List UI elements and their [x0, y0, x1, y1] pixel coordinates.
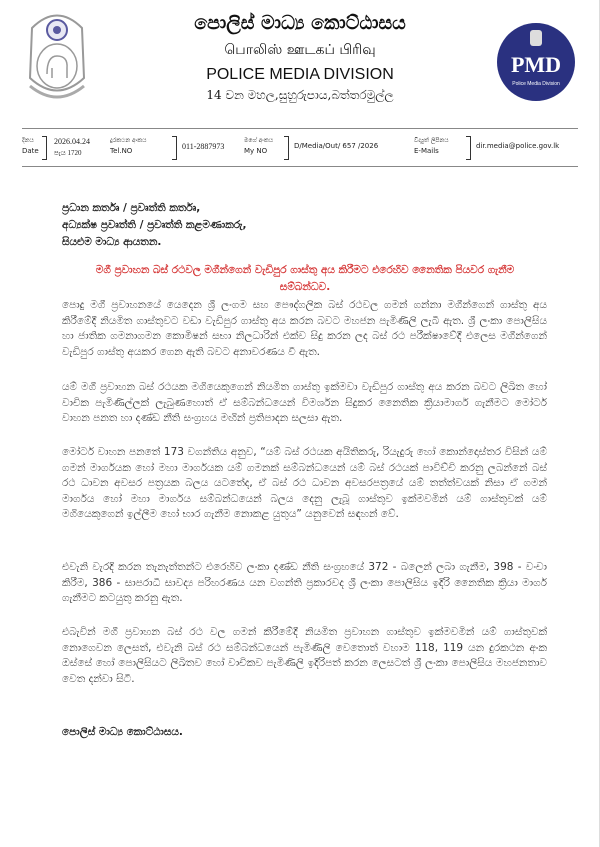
- info-row: [22, 134, 578, 164]
- addressee-line: අධ්‍යක්ෂ ප්‍රවෘත්ති / ප්‍රවෘත්ති කළමණාකරු,: [62, 219, 247, 231]
- svg-text:PMD: PMD: [510, 52, 562, 77]
- division-title-sinhala: පොලිස් මාධ්‍ය කොට්ඨාසය: [194, 12, 406, 34]
- my-no-value: D/Media/Out/ 657 /2026: [294, 142, 379, 150]
- addressee-line: ප්‍රධාන කර්තෘ / ප්‍රවෘත්ති කර්තෘ,: [62, 202, 201, 214]
- division-title-tamil: பொலிஸ் ஊடகப் பிரிவு: [224, 42, 376, 58]
- my-no-label: මගේ අංකය My NO: [244, 137, 274, 155]
- date-label: දිනය Date: [22, 137, 39, 155]
- pmd-logo-icon: [496, 22, 576, 102]
- paragraph-section-173: මෝටර් වාහන පනතේ 173 වගන්තිය අනුව, “යම් බස් රථයක අයිතිකරු, රියැදුරු හෝ කොන්දොස්තර විසින් යම් ගමන් මාර්ගයක හෝ මහා මාර්ගයක යම් ගමනක් සම්බන්ධයෙන් යම් බස් රථයක් පාවිච්චි කරනු ලබන්නේ බස් රථ ධාවන අවසර පත්‍රයක බලය යටතේද, ඒ බස් රථ ධාවන අවසරපත්‍රයේ යම් තත්ත්වයක් නිසා ඒ ගමන් මාර්ගය හෝ මහා මාර්ගය සම්බන්ධයෙන් බලය දෙනු ලැබූ ගාස්තුව ඉක්මවමින් යම් ගාස්තුවක් යම් මගියෙකුගෙන් ඉල්ලීම හෝ භාර ගැනීම නොකළ යුතුය” යනුවෙන් සඳහන් වේ.: [62, 446, 547, 520]
- tel-label: දුරකථන අංකය Tel.NO: [110, 137, 147, 155]
- addressee-block: [62, 200, 547, 251]
- division-address: 14 වන මහල,සුහුරුපාය,බත්තරමුල්ල: [206, 88, 394, 102]
- paragraph-penal-code: එවැනි වැරදි කරන තැනැත්තන්ට එරෙහිව ලංකා දණ්ඩ නීති සංග්‍රහයේ 372 - බලෙන් ලබා ගැනීම, 398 - වංචා කිරීම, 386 - සාපරාධී සාවද්‍ය පරිහරණය යන වගන්ති ප්‍රකාරවද ශ්‍රී ලංකා පොලිසිය ඉදිරි නෛතික ක්‍රියා මාර්ග ගැනීමට කටයුතු කරනු ඇත.: [62, 561, 547, 604]
- addressee-line: සියළුම මාධ්‍ය ආයතන.: [62, 236, 162, 248]
- email-label: විද්‍යුත් ලිපිනය E-Mails: [414, 137, 449, 155]
- email-value: dir.media@police.gov.lk: [476, 142, 560, 150]
- svg-text:Police Media Division: Police Media Division: [512, 81, 560, 87]
- tel-value: 011-2887973: [182, 142, 225, 151]
- division-title-english: POLICE MEDIA DIVISION: [206, 66, 394, 83]
- header-divider-bottom: [22, 166, 578, 167]
- subject-heading: මගී ප්‍රවාහන බස් රථවල මගීන්ගෙන් වැඩිපුර ගාස්තු අය කිරීමට එරෙහිව නෛතික පියවර ගැනීම සම්බන්ධව.: [95, 264, 515, 293]
- signature: පොලිස් මාධ්‍ය කොට්ඨාසය.: [62, 726, 183, 738]
- paragraph-legal-provisions: යම් මගී ප්‍රවාහන බස් රථයක මගියෙකුගෙන් නියමිත ගාස්තු ඉක්මවා වැඩිපුර ගාස්තු අය කරන බවට ලිඛිත හෝ වාචික පැමිණිල්ලක් ලැබුණහොත් ඒ සම්බන්ධයෙන් විමර්ශන සිදුකර නෛතික ක්‍රියාමාර්ග ගැනීමට මෝටර් වාහන පනත හා දණ්ඩ නීති සංග්‍රහය මඟින් ප්‍රතිපාදන සලසා ඇත.: [62, 381, 547, 424]
- paragraph-complaints: පොදු මගී ප්‍රවාහනයේ යෙදෙන ශ්‍රී ලංගම සහ පෞද්ගලික බස් රථවල ගමන් ගන්නා මගීන්ගෙන් ගාස්තු අය කිරීමේදී නියමිත ගාස්තුවට වඩා වැඩිපුර ගාස්තු අය කරන බවට මහජන පැමිණිලි ලැබී ඇත. ශ්‍රී ලංකා පොලිසිය හා ජාතික ගමනාගමන කොමිෂන් සභා නිලධාරින් එක්ව සිදු කරන ලද බස් රථ පරීක්ෂාවේදී එලෙස මගීන්ගෙන් වැඩිපුර ගාස්තු අයකර ගෙන ඇති බවට අනාවරණය වී ඇත.: [62, 299, 547, 358]
- date-value: 2026.04.24 පැය 1720: [54, 137, 90, 157]
- paragraph-public-notice: එබැවින් මගී ප්‍රවාහන බස් රථ වල ගමන් කිරීමේදී නියමිත ප්‍රවාහන ගාස්තුව ඉක්මවමින් යම් ගාස්තුවක් නොගෙවන ලෙසත්, එවැනි බස් රථ සම්බන්ධයෙන් පැමිණිලි වෙතොත් වහාම 118, 119 යන දුරකථන අංක ඔස්සේ හෝ පොලිසියට ලිඛිතව හෝ වාචිකව පැමිණිලි ඉදිරිපත් කරන ලෙසටත් ශ්‍රී ලංකා පොලිසිය මහජනතාව වෙත දන්වා සිටී.: [62, 626, 547, 685]
- header-divider-top: [22, 128, 578, 129]
- sri-lanka-police-emblem-icon: [22, 8, 92, 108]
